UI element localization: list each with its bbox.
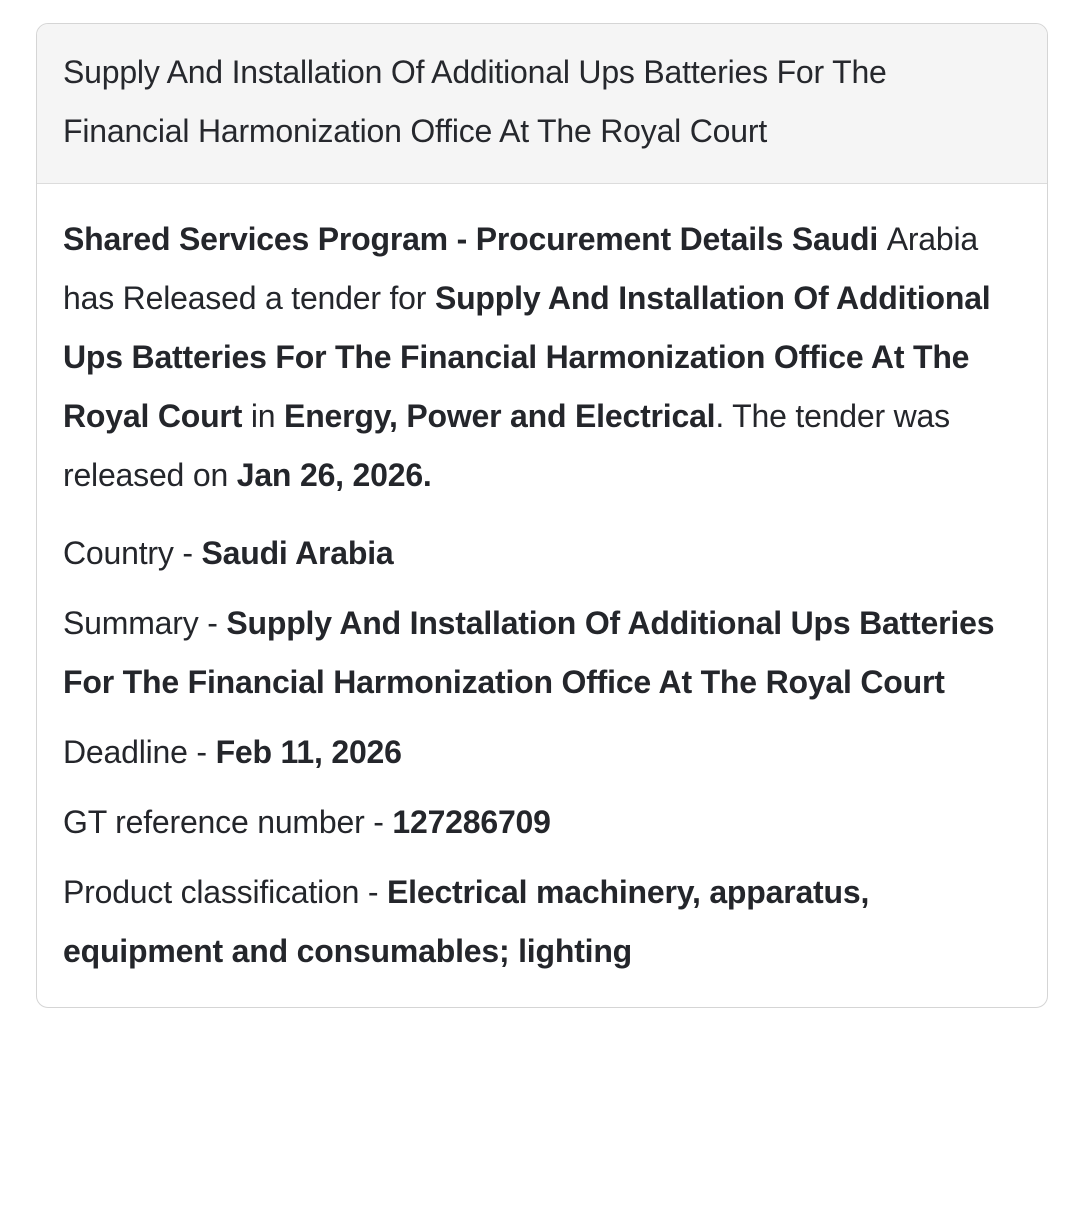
tender-card	[36, 23, 1048, 1008]
detail-value-summary: Supply And Installation Of Additional Ups Batteries For The Financial Harmonization Office At The Royal Court	[63, 605, 995, 700]
detail-row-deadline	[63, 723, 1007, 782]
tender-summary-paragraph: Shared Services Program - Procurement Details Saudi Arabia has Released a tender for Supply And Installation Of Additional Ups Batteries For The Financial Harmonization Office At The Royal Court in Energy, Power and Electrical. The tender was released on Jan 26, 2026.	[63, 221, 991, 493]
detail-label-deadline: Deadline -	[63, 734, 216, 770]
detail-label-country: Country -	[63, 535, 202, 571]
detail-value-country: Saudi Arabia	[201, 535, 394, 571]
tender-card-body	[37, 184, 1047, 1007]
detail-value-deadline: Feb 11, 2026	[215, 734, 402, 770]
detail-value-product-classification: Electrical machinery, apparatus, equipment and consumables; lighting	[63, 874, 870, 969]
detail-row-gt-reference	[63, 793, 1007, 852]
tender-details-page	[0, 23, 1080, 1008]
tender-card-header	[37, 24, 1047, 184]
detail-label-product-classification: Product classification -	[63, 874, 388, 910]
detail-row-product-classification	[63, 863, 1007, 981]
detail-label-summary: Summary -	[63, 605, 227, 641]
tender-title: Supply And Installation Of Additional Ups Batteries For The Financial Harmonization Office At The Royal Court	[63, 54, 887, 149]
detail-label-gt-reference: GT reference number -	[63, 804, 393, 840]
detail-value-gt-reference: 127286709	[392, 804, 551, 840]
detail-row-country	[63, 524, 1007, 583]
detail-row-summary	[63, 594, 1007, 712]
